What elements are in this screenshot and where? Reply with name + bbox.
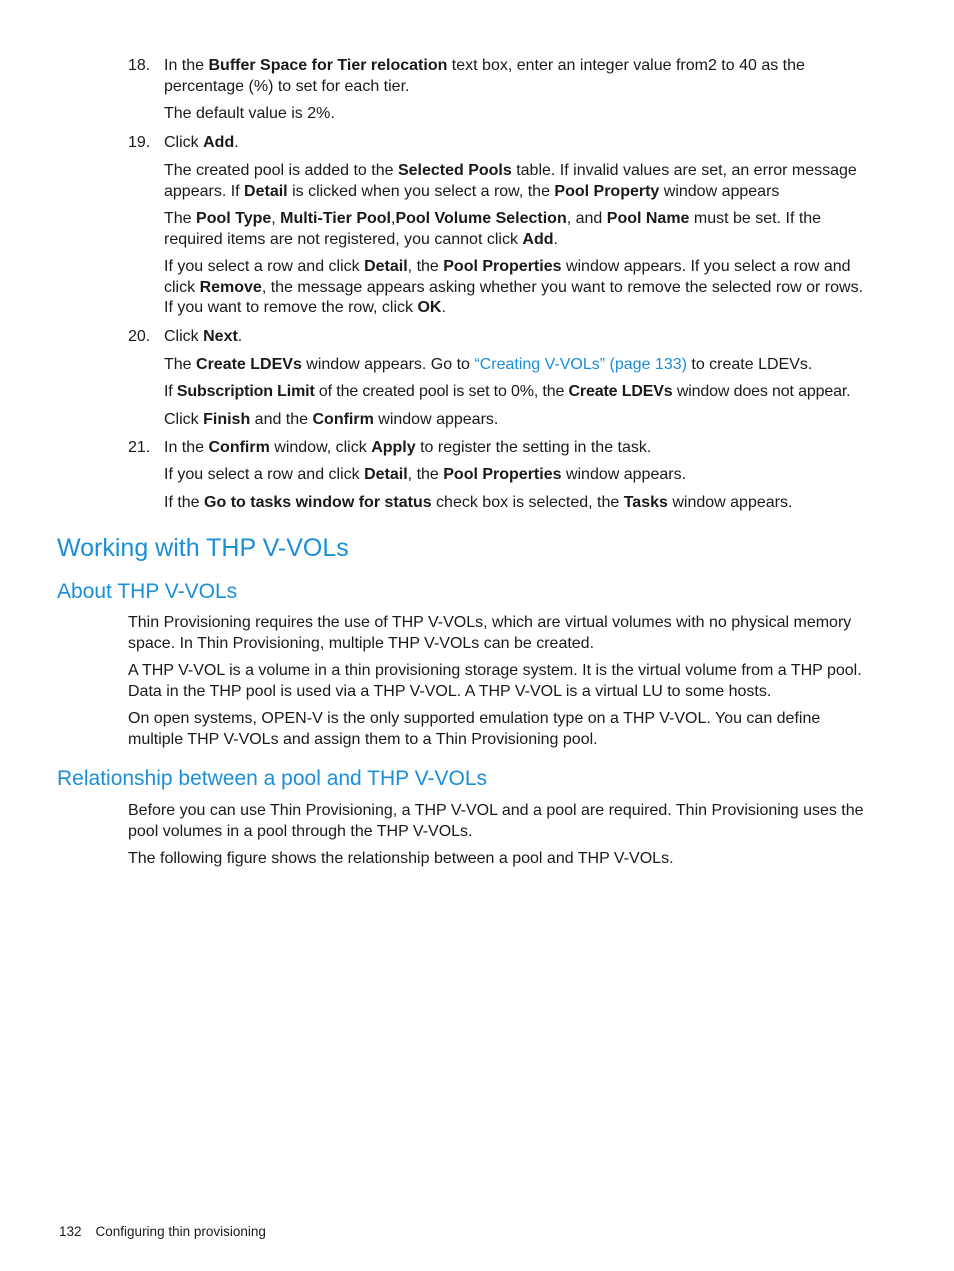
- text: .: [441, 299, 446, 316]
- text: to register the setting in the task.: [415, 439, 652, 456]
- text: Click: [164, 328, 204, 345]
- subsection-title: Relationship between a pool and THP V-VOLs: [57, 767, 487, 790]
- text: .: [234, 134, 239, 151]
- text: Click: [164, 134, 204, 151]
- text: is clicked when you select a row, the: [287, 182, 555, 200]
- paragraph: The following figure shows the relationship between a pool and THP V-VOLs.: [128, 850, 674, 867]
- ui-term: OK: [417, 299, 442, 316]
- ui-term: Confirm: [312, 411, 374, 428]
- text: window appears. Go to: [301, 356, 475, 373]
- text: .: [237, 328, 243, 345]
- ui-term: Apply: [371, 439, 416, 456]
- ui-term: Pool Properties: [443, 258, 562, 275]
- text: window, click: [269, 439, 372, 456]
- step-note: [164, 257, 874, 319]
- text: If the: [164, 494, 205, 511]
- step-number: 21.: [128, 439, 151, 456]
- text: .: [553, 230, 558, 248]
- text: , the: [407, 466, 444, 483]
- text: table. If invalid values are set, an error message appears. If: [164, 162, 857, 200]
- text: and the: [250, 411, 313, 428]
- paragraph: A THP V-VOL is a volume in a thin provisioning storage system. It is the virtual volume from a THP pool. Data in the THP pool is used via a THP V-VOL. A THP V-VOL is a virtual LU to some hosts.: [128, 662, 862, 700]
- text: The created pool is added to the: [164, 162, 398, 179]
- page-number: 132: [59, 1224, 82, 1239]
- ui-term: Detail: [364, 258, 408, 275]
- text: to create LDEVs.: [686, 356, 813, 373]
- text: window appears.: [561, 466, 687, 483]
- step-text: [164, 327, 874, 348]
- text: ,: [390, 210, 396, 227]
- text: In the: [164, 439, 209, 456]
- step-text: [164, 438, 874, 459]
- text: window does not appear.: [672, 383, 851, 400]
- ui-term: Add: [522, 230, 554, 248]
- ui-term: Pool Properties: [443, 466, 562, 483]
- step-note: [164, 493, 874, 514]
- text: , the: [407, 258, 444, 275]
- ui-term: Create LDEVs: [196, 356, 302, 373]
- text: If you select a row and click: [164, 466, 365, 483]
- ui-term: Pool Volume Selection: [395, 210, 567, 227]
- text: window appears: [659, 182, 780, 200]
- paragraph: On open systems, OPEN-V is the only supported emulation type on a THP V-VOL. You can define multiple THP V-VOLs and assign them to a Thin Provisioning pool.: [128, 710, 821, 748]
- ui-term: Pool Property: [554, 182, 660, 200]
- text: , and: [566, 210, 607, 227]
- step-text: [164, 133, 874, 154]
- step-number: 20.: [128, 328, 151, 345]
- step-note: [164, 465, 874, 486]
- step-note: [164, 355, 874, 376]
- text: The: [164, 210, 197, 227]
- paragraph: Thin Provisioning requires the use of THP V-VOLs, which are virtual volumes with no physical memory space. In Thin Provisioning, multiple THP V-VOLs can be created.: [128, 614, 852, 652]
- ui-term: Detail: [244, 182, 288, 200]
- text: Click: [164, 411, 204, 428]
- text: check box is selected, the: [431, 494, 624, 511]
- ui-term: Add: [203, 134, 235, 151]
- ui-term: Buffer Space for Tier relocation: [208, 57, 448, 74]
- chapter-title: Configuring thin provisioning: [95, 1224, 266, 1239]
- text: window appears.: [373, 411, 499, 428]
- step-note: [164, 161, 874, 202]
- ui-term: Create LDEVs: [568, 383, 673, 400]
- ui-term: Tasks: [623, 494, 668, 511]
- text: of the created pool is set to 0%, the: [314, 383, 569, 400]
- text: If: [164, 383, 177, 400]
- ui-term: Detail: [364, 466, 408, 483]
- ui-term: Confirm: [208, 439, 270, 456]
- step-note: [164, 382, 874, 403]
- ui-term: Go to tasks window for status: [204, 494, 432, 511]
- ui-term: Subscription Limit: [176, 383, 315, 400]
- ui-term: Pool Type: [196, 210, 272, 227]
- ui-term: Multi-Tier Pool: [280, 210, 391, 227]
- step-number: 19.: [128, 134, 151, 151]
- text: window appears.: [667, 494, 793, 511]
- subsection-title: About THP V-VOLs: [57, 580, 238, 603]
- text: must be set. If the required items are not registered, you cannot click: [164, 210, 822, 248]
- text: The: [164, 356, 197, 373]
- step-text: [164, 56, 874, 97]
- ui-term: Selected Pools: [397, 162, 512, 179]
- ui-term: Pool Name: [606, 210, 690, 227]
- text: ,: [271, 210, 281, 227]
- text: window appears. If you select a row and click: [164, 258, 851, 296]
- step-note: The default value is 2%.: [164, 105, 335, 122]
- step-note: [164, 209, 874, 250]
- ui-term: Finish: [203, 411, 251, 428]
- cross-reference-link[interactable]: “Creating V-VOLs” (page 133): [474, 356, 687, 373]
- text: If you select a row and click: [164, 258, 365, 275]
- paragraph: Before you can use Thin Provisioning, a THP V-VOL and a pool are required. Thin Provisioning uses the pool volumes in a pool through the THP V-VOLs.: [128, 802, 864, 840]
- text: In the: [164, 57, 209, 74]
- ui-term: Remove: [199, 278, 262, 296]
- text: text box, enter an integer value from2 to 40 as the percentage (%) to set for each tier.: [164, 57, 805, 95]
- step-number: 18.: [128, 57, 151, 74]
- ui-term: Next: [203, 328, 238, 345]
- page-footer: [59, 1223, 266, 1241]
- text: , the message appears asking whether you want to remove the selected row or rows. If you want to remove the row, click: [164, 278, 864, 316]
- step-note: [164, 410, 874, 431]
- section-title: Working with THP V-VOLs: [57, 534, 349, 562]
